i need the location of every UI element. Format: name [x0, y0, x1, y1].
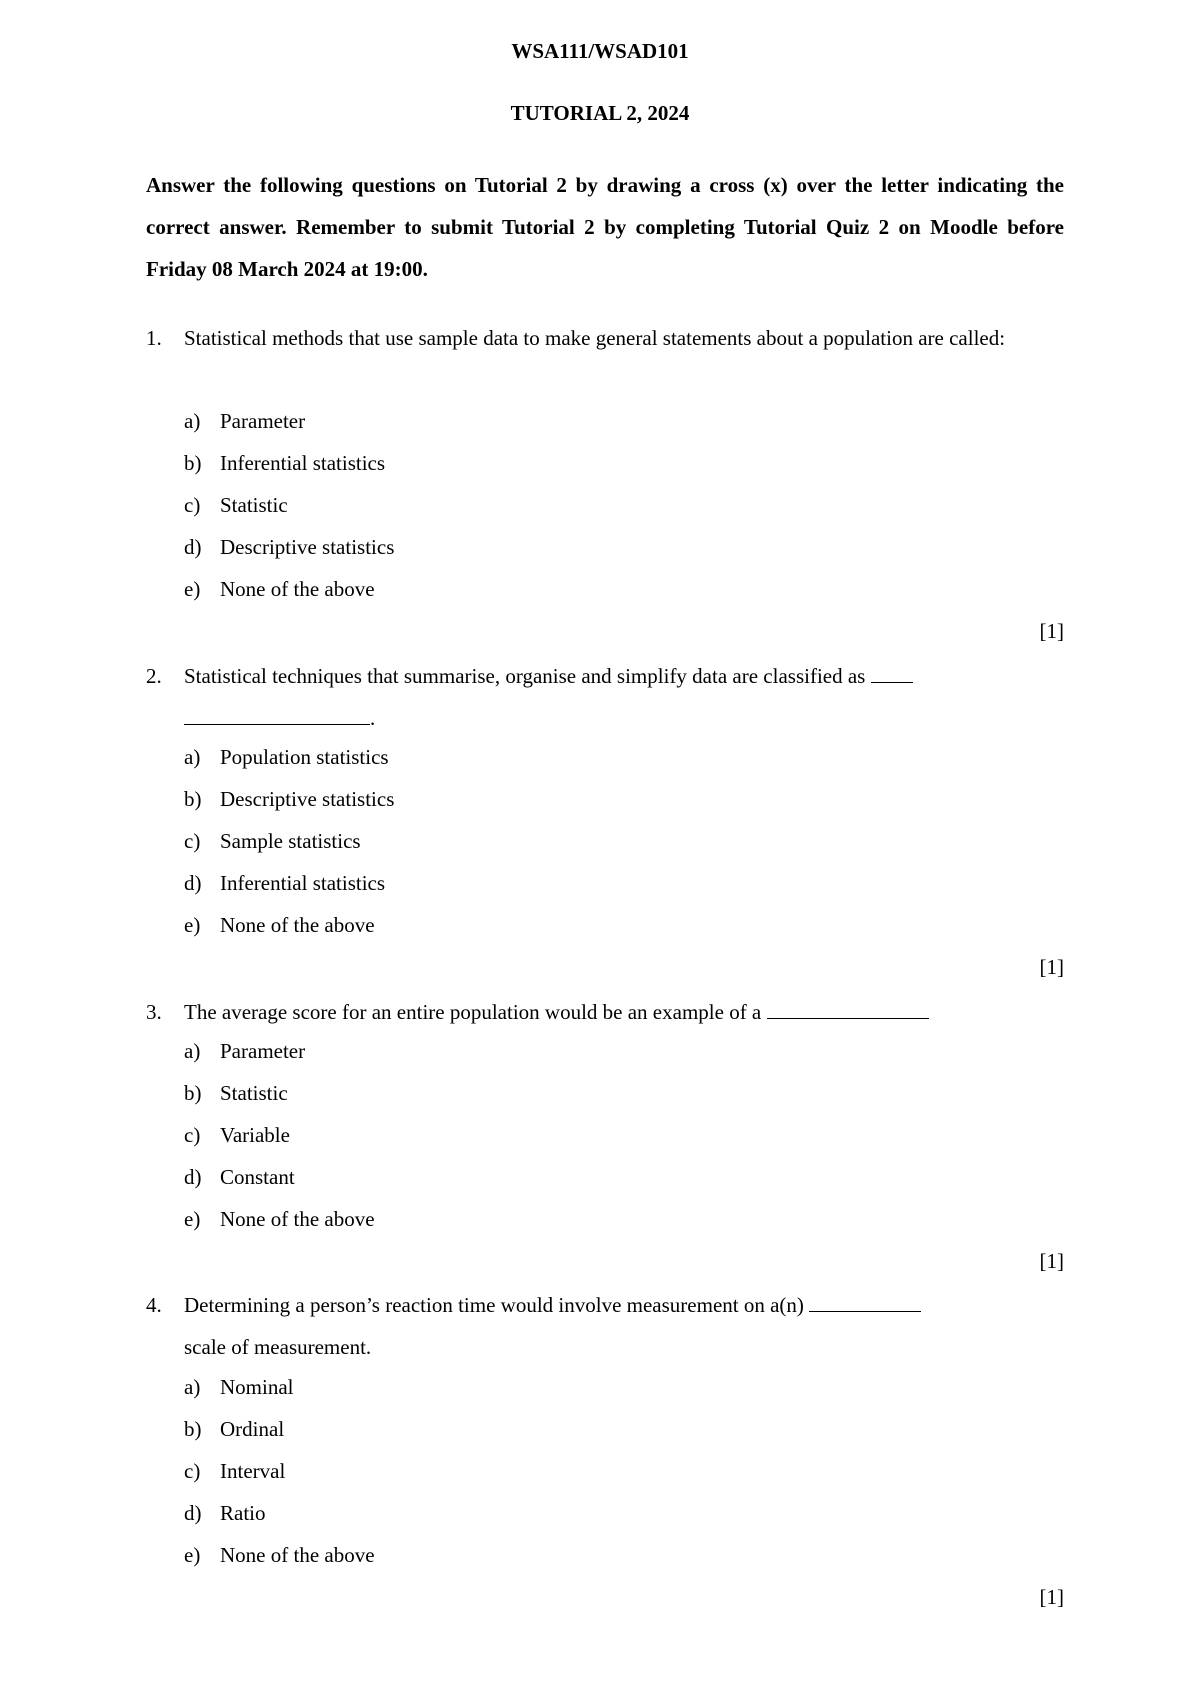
option-text: None of the above: [220, 913, 375, 937]
instructions: Answer the following questions on Tutorial 2 by drawing a cross (x) over the letter indicating the correct answer. Remember to submit Tutorial 2 by completing Tutorial Quiz 2 on Moodle before Friday 08 March 2024 at 19:00.: [146, 173, 1064, 281]
question-text: [184, 1284, 1064, 1368]
option-letter: d): [184, 871, 202, 895]
option-text: None of the above: [220, 577, 375, 601]
option-letter: a): [184, 1375, 201, 1399]
option-letter: b): [184, 1081, 202, 1105]
option-c[interactable]: [184, 826, 361, 856]
option-letter: c): [184, 829, 201, 853]
option-c[interactable]: [184, 1120, 290, 1150]
option-a[interactable]: [184, 1036, 305, 1066]
option-letter: a): [184, 745, 201, 769]
option-text: Population statistics: [220, 745, 389, 769]
option-d[interactable]: [184, 1162, 295, 1192]
option-text: None of the above: [220, 1543, 375, 1567]
question-text-end: scale of measurement.: [184, 1335, 372, 1359]
question-mark: [1]: [1039, 619, 1064, 643]
option-letter: c): [184, 1459, 201, 1483]
option-text: Statistic: [220, 1081, 288, 1105]
option-letter: e): [184, 1543, 201, 1567]
option-text: Descriptive statistics: [220, 787, 395, 811]
option-a[interactable]: [184, 406, 305, 436]
option-text: Ordinal: [220, 1417, 285, 1441]
option-d[interactable]: [184, 532, 394, 562]
question-number: 3.: [146, 1000, 162, 1024]
question-text-end: .: [370, 706, 376, 730]
option-e[interactable]: [184, 910, 375, 940]
option-letter: b): [184, 451, 202, 475]
option-d[interactable]: [184, 868, 385, 898]
option-a[interactable]: [184, 742, 389, 772]
answer-blank: [767, 1000, 929, 1019]
option-text: Inferential statistics: [220, 871, 386, 895]
question-number: 1.: [146, 326, 162, 350]
option-text: None of the above: [220, 1207, 375, 1231]
tutorial-title: TUTORIAL 2, 2024: [510, 101, 690, 125]
option-text: Parameter: [220, 409, 306, 433]
option-c[interactable]: [184, 1456, 285, 1486]
option-letter: a): [184, 409, 201, 433]
option-letter: e): [184, 577, 201, 601]
question-text: Statistical methods that use sample data to make general statements about a population are called:: [184, 326, 1006, 350]
option-letter: d): [184, 1165, 202, 1189]
question-text: [184, 655, 1064, 739]
option-b[interactable]: [184, 448, 385, 478]
option-c[interactable]: [184, 490, 288, 520]
option-letter: c): [184, 493, 201, 517]
question-number: 2.: [146, 664, 162, 688]
option-letter: e): [184, 913, 201, 937]
question-mark: [1]: [1039, 1585, 1064, 1609]
option-e[interactable]: [184, 574, 375, 604]
answer-blank: [184, 706, 370, 725]
option-text: Variable: [220, 1123, 290, 1147]
option-text: Sample statistics: [220, 829, 361, 853]
option-a[interactable]: [184, 1372, 294, 1402]
option-letter: d): [184, 1501, 202, 1525]
option-letter: c): [184, 1123, 201, 1147]
option-e[interactable]: [184, 1540, 375, 1570]
question-text-start: Statistical techniques that summarise, organise and simplify data are classified as: [184, 664, 866, 688]
option-text: Parameter: [220, 1039, 306, 1063]
option-b[interactable]: [184, 1414, 284, 1444]
course-code: WSA111/WSAD101: [511, 39, 689, 63]
option-letter: d): [184, 535, 202, 559]
option-text: Interval: [220, 1459, 286, 1483]
option-text: Nominal: [220, 1375, 294, 1399]
option-text: Inferential statistics: [220, 451, 386, 475]
option-b[interactable]: [184, 1078, 288, 1108]
question-text-start: The average score for an entire population would be an example of a: [184, 1000, 762, 1024]
option-letter: b): [184, 787, 202, 811]
question-number: 4.: [146, 1293, 162, 1317]
question-mark: [1]: [1039, 955, 1064, 979]
question-text: [184, 991, 1064, 1033]
option-b[interactable]: [184, 784, 394, 814]
answer-blank: [871, 664, 913, 683]
option-letter: a): [184, 1039, 201, 1063]
option-d[interactable]: [184, 1498, 266, 1528]
option-letter: e): [184, 1207, 201, 1231]
question-text-start: Determining a person’s reaction time would involve measurement on a(n): [184, 1293, 804, 1317]
option-letter: b): [184, 1417, 202, 1441]
option-text: Ratio: [220, 1501, 266, 1525]
option-e[interactable]: [184, 1204, 375, 1234]
option-text: Statistic: [220, 493, 288, 517]
option-text: Descriptive statistics: [220, 535, 395, 559]
option-text: Constant: [220, 1165, 295, 1189]
question-mark: [1]: [1039, 1249, 1064, 1273]
answer-blank: [809, 1293, 921, 1312]
